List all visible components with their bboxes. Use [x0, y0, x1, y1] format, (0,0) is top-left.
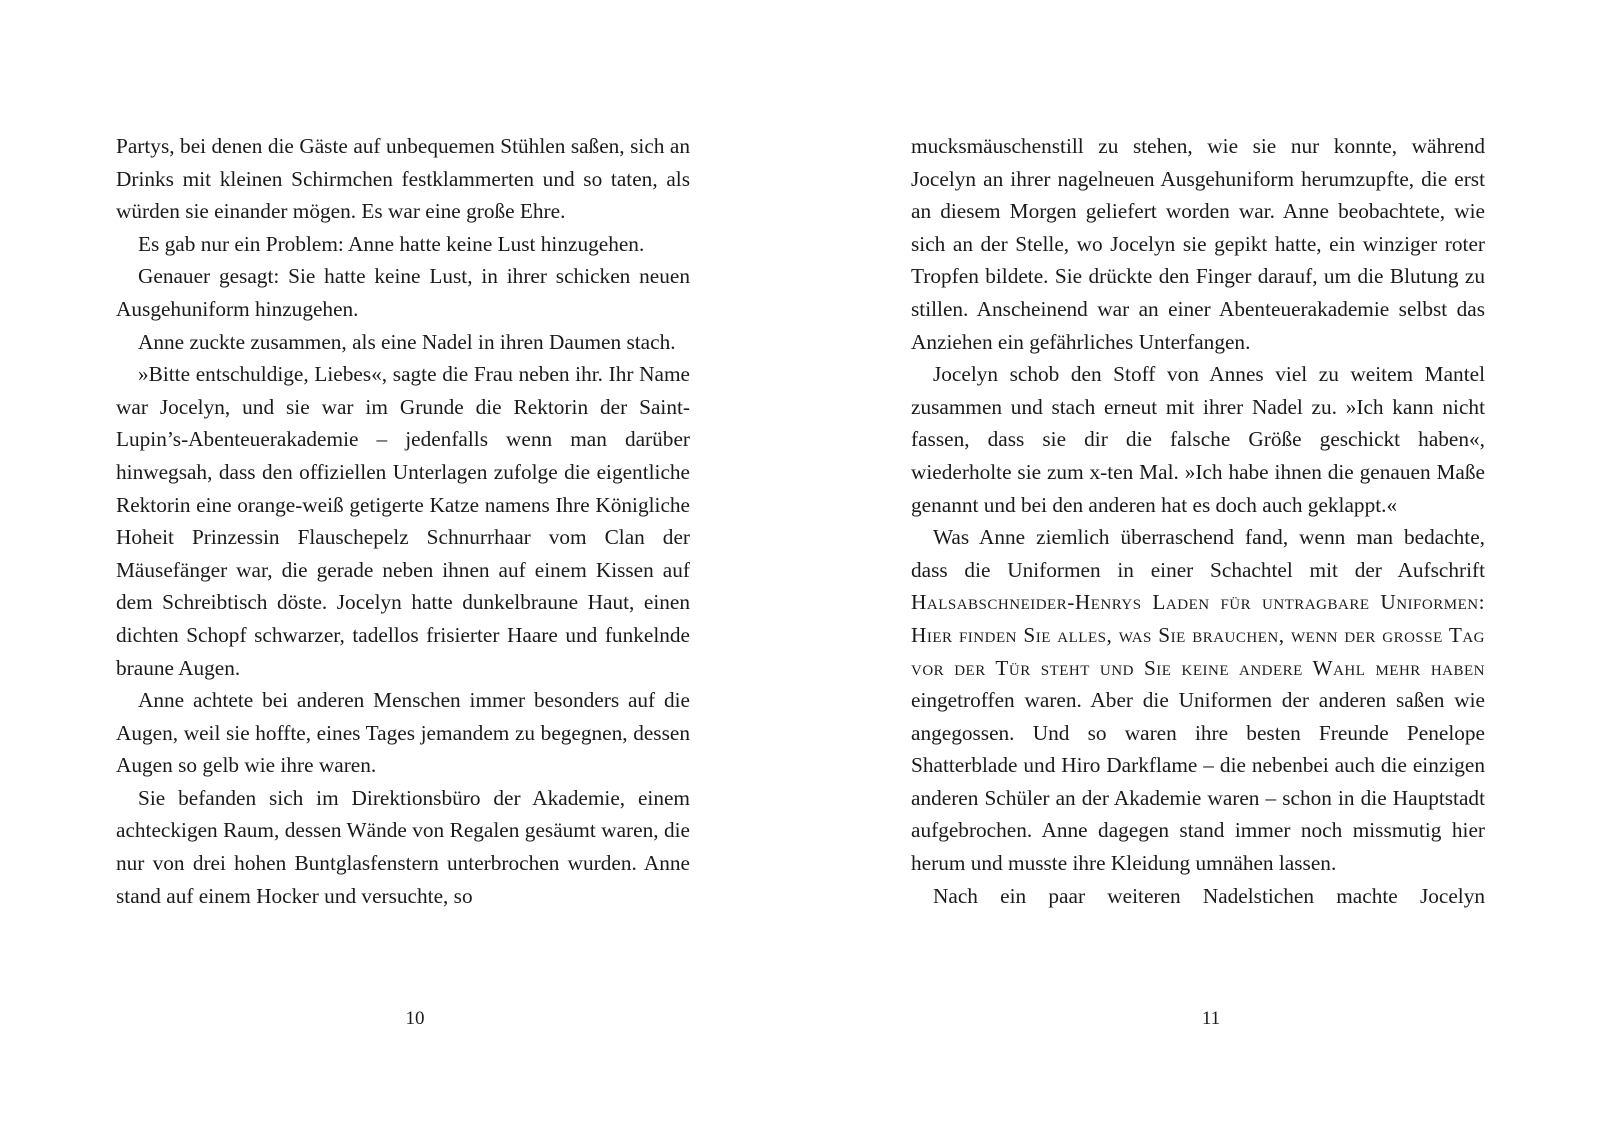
- box-label-small-caps: Halsabschneider-Henrys Laden für untragbare Uniformen: Hier finden Sie alles, was Sie brauchen, wenn der grosse Tag vor der Tür steht und Sie keine andere Wahl mehr haben: [911, 590, 1485, 680]
- right-page: [911, 130, 1485, 912]
- paragraph: Anne achtete bei anderen Menschen immer besonders auf die Augen, weil sie hoffte, eines Tages jemandem zu begegnen, dessen Augen so gelb wie ihre waren.: [116, 688, 690, 778]
- paragraph-lead: Was Anne ziemlich überraschend fand, wenn man bedachte, dass die Uniformen in einer Schachtel mit der Aufschrift: [911, 525, 1485, 582]
- paragraph: Sie befanden sich im Direktionsbüro der Akademie, einem achteckigen Raum, dessen Wände von Regalen gesäumt waren, die nur von drei hohen Buntglasfenstern unterbrochen wurden. Anne stand auf einem Hocker und versuchte, so: [116, 785, 690, 908]
- paragraph: Nach ein paar weiteren Nadelstichen machte Jocelyn: [933, 883, 1485, 908]
- paragraph: Jocelyn schob den Stoff von Annes viel zu weitem Mantel zusammen und stach erneut mit ihrer Nadel zu. »Ich kann nicht fassen, dass sie dir die falsche Größe geschickt haben«, wiederholte sie zum x-ten Mal. »Ich habe ihnen die genauen Maße genannt und bei den anderen hat es doch auch geklappt.«: [911, 362, 1485, 517]
- paragraph: Es gab nur ein Problem: Anne hatte keine Lust hinzugehen.: [138, 231, 645, 256]
- paragraph-rest: eingetroffen waren. Aber die Uniformen der anderen saßen wie angegossen. Und so waren ihre besten Freunde Penelope Shatterblade und Hiro Darkflame – die nebenbei auch die einzigen anderen Schüler an der Akademie waren – schon in die Hauptstadt aufgebrochen. Anne dagegen stand immer noch missmutig hier herum und musste ihre Kleidung umnähen lassen.: [911, 688, 1485, 876]
- paragraph: mucksmäuschenstill zu stehen, wie sie nur konnte, während Jocelyn an ihrer nagelneuen Ausgehuniform herumzupfte, die erst an diesem Morgen geliefert worden war. Anne beobachtete, wie sich an der Stelle, wo Jocelyn sie gepikt hatte, ein winziger roter Tropfen bildete. Sie drückte den Finger darauf, um die Blutung zu stillen. Anscheinend war an einer Abenteuerakademie selbst das Anziehen ein gefährliches Unterfangen.: [911, 134, 1485, 354]
- left-page-text: [116, 130, 690, 912]
- paragraph: »Bitte entschuldige, Liebes«, sagte die Frau neben ihr. Ihr Name war Jocelyn, und sie war im Grunde die Rektorin der Saint-Lupin’s-Abenteuerakademie – jedenfalls wenn man darüber hinwegsah, dass den offiziellen Unterlagen zufolge die eigentliche Rektorin eine orange-weiß getigerte Katze namens Ihre Königliche Hoheit Prinzessin Flauschepelz Schnurrhaar vom Clan der Mäusefänger war, die gerade neben ihnen auf einem Kissen auf dem Schreibtisch döste. Jocelyn hatte dunkelbraune Haut, einen dichten Schopf schwarzer, tadellos frisierter Haare und funkelnde braune Augen.: [116, 362, 690, 680]
- page-number-right: 11: [1201, 1008, 1221, 1029]
- paragraph: Genauer gesagt: Sie hatte keine Lust, in ihrer schicken neuen Ausgehuniform hinzugehen.: [116, 264, 690, 321]
- paragraph: Partys, bei denen die Gäste auf unbequemen Stühlen saßen, sich an Drinks mit kleinen Schirmchen festklammerten und so taten, als würden sie einander mögen. Es war eine große Ehre.: [116, 134, 690, 224]
- right-page-text: [911, 130, 1485, 912]
- paragraph-uniform-box: [911, 521, 1485, 880]
- page-number-left: 10: [405, 1008, 425, 1029]
- paragraph: Anne zuckte zusammen, als eine Nadel in ihren Daumen stach.: [138, 329, 676, 354]
- left-page: [116, 130, 690, 912]
